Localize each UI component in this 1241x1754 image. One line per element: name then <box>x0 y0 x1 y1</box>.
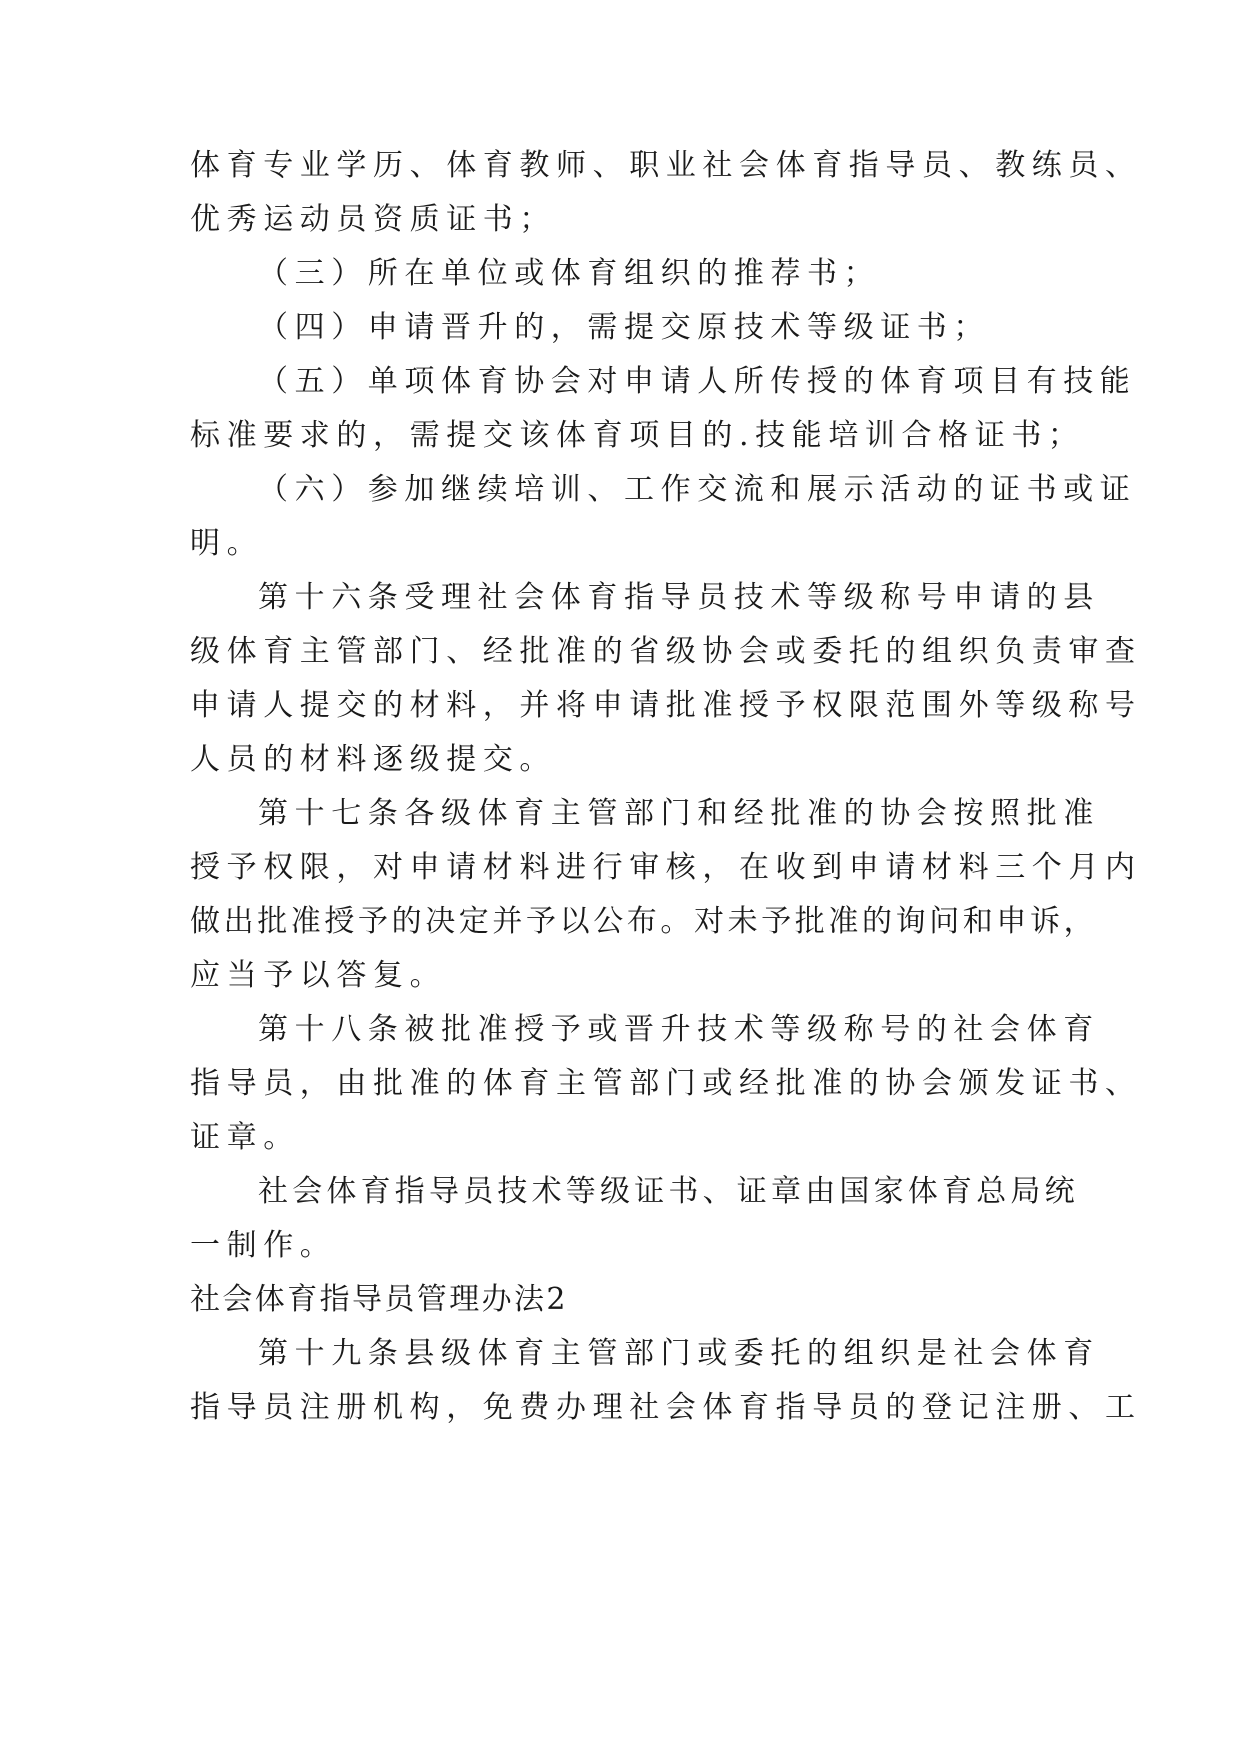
article-19: 第十九条县级体育主管部门或委托的组织是社会体育 <box>258 1336 1100 1371</box>
text-line: 人员的材料逐级提交。 <box>190 742 556 777</box>
article-18: 第十八条被批准授予或晋升技术等级称号的社会体育 <box>258 1012 1100 1047</box>
text-line: 做出批准授予的决定并予以公布。对未予批准的询问和申诉， <box>190 904 1098 939</box>
text-line: 应当予以答复。 <box>190 958 447 993</box>
article-17: 第十七条各级体育主管部门和经批准的协会按照批准 <box>258 796 1100 831</box>
text-line: 授予权限，对申请材料进行审核，在收到申请材料三个月内 <box>190 850 1142 885</box>
text-line: 社会体育指导员技术等级证书、证章由国家体育总局统 <box>258 1174 1079 1209</box>
list-item-3: （三）所在单位或体育组织的推荐书； <box>258 256 881 291</box>
list-item-5: （五）单项体育协会对申请人所传授的体育项目有技能 <box>258 364 1137 399</box>
text-line: 证章。 <box>190 1120 300 1155</box>
text-line: 体育专业学历、体育教师、职业社会体育指导员、教练员、 <box>190 148 1142 183</box>
article-16: 第十六条受理社会体育指导员技术等级称号申请的县 <box>258 580 1100 615</box>
text-line: 标准要求的，需提交该体育项目的.技能培训合格证书； <box>190 418 1085 453</box>
text-line: 级体育主管部门、经批准的省级协会或委托的组织负责审查 <box>190 634 1142 669</box>
text-line: 指导员，由批准的体育主管部门或经批准的协会颁发证书、 <box>190 1066 1142 1101</box>
text-line: 一制作。 <box>190 1228 337 1263</box>
text-line: 申请人提交的材料，并将申请批准授予权限范围外等级称号 <box>190 688 1142 723</box>
list-item-4: （四）申请晋升的，需提交原技术等级证书； <box>258 310 990 345</box>
text-line: 指导员注册机构，免费办理社会体育指导员的登记注册、工 <box>190 1390 1142 1425</box>
text-line: 优秀运动员资质证书； <box>190 202 556 237</box>
list-item-6: （六）参加继续培训、工作交流和展示活动的证书或证 <box>258 472 1137 507</box>
section-title: 社会体育指导员管理办法2 <box>190 1282 568 1317</box>
text-line: 明。 <box>190 526 264 561</box>
